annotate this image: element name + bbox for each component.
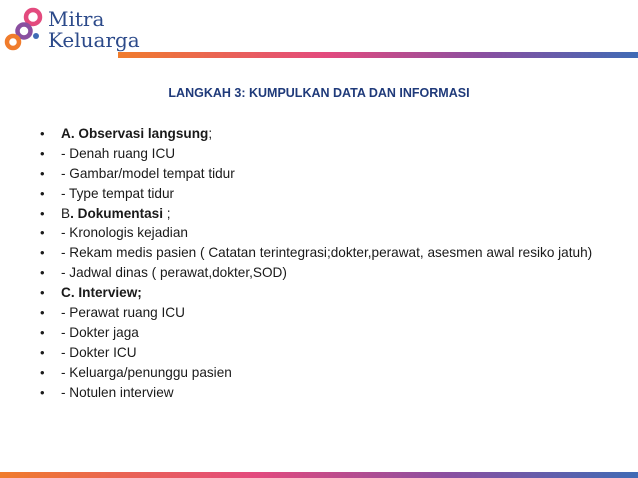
footer-divider — [0, 472, 638, 478]
list-item: • - Type tempat tidur — [40, 184, 630, 204]
mitra-keluarga-logo — [2, 7, 140, 53]
brand-name-line2: Keluarga — [48, 28, 140, 52]
list-item: • A. Observasi langsung; — [40, 124, 630, 144]
list-item: • B. Dokumentasi ; — [40, 204, 630, 224]
list-item: • - Dokter ICU — [40, 343, 630, 363]
list-item: • - Notulen interview — [40, 383, 630, 403]
list-item: • C. Interview; — [40, 283, 630, 303]
bullet-list — [40, 124, 630, 402]
header-divider — [118, 52, 638, 58]
brand-name — [48, 9, 140, 51]
list-item: • - Perawat ruang ICU — [40, 303, 630, 323]
brand-name-line1: Mitra — [48, 7, 105, 31]
mitra-keluarga-logo-icon — [2, 7, 48, 53]
list-item: • - Denah ruang ICU — [40, 144, 630, 164]
list-item: • - Dokter jaga — [40, 323, 630, 343]
list-item: • - Rekam medis pasien ( Catatan terintegrasi;dokter,perawat, asesmen awal resiko jatuh) — [40, 243, 630, 263]
slide-title: LANGKAH 3: KUMPULKAN DATA DAN INFORMASI — [168, 86, 470, 100]
list-item: • - Kronologis kejadian — [40, 223, 630, 243]
list-item: • - Keluarga/penunggu pasien — [40, 363, 630, 383]
list-item: • - Gambar/model tempat tidur — [40, 164, 630, 184]
list-item: • - Jadwal dinas ( perawat,dokter,SOD) — [40, 263, 630, 283]
